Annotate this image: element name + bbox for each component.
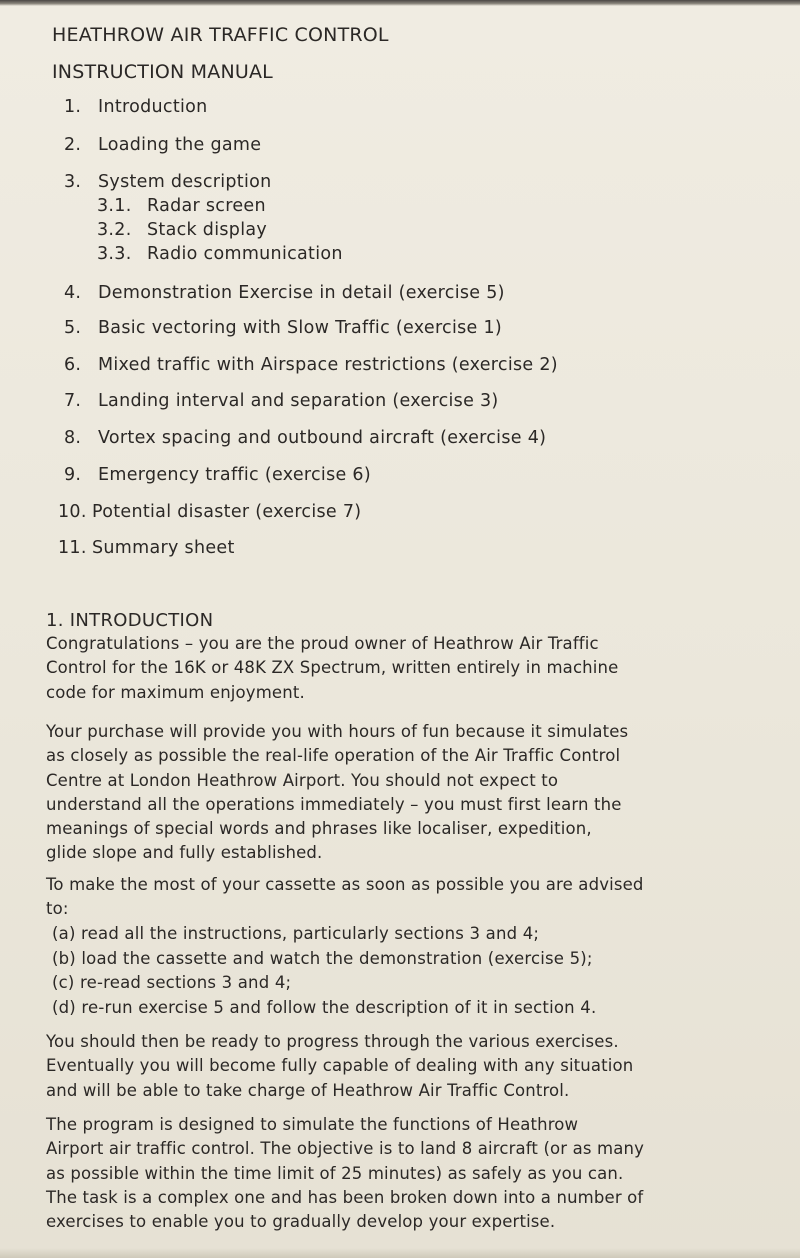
text-line: as closely as possible the real-life operation of the Air Traffic Control xyxy=(46,746,621,766)
toc-number: 1. xyxy=(64,97,82,117)
text-line: code for maximum enjoyment. xyxy=(46,682,305,702)
text-line: to: xyxy=(46,899,69,919)
top-border xyxy=(0,0,800,6)
text-line: Control for the 16K or 48K ZX Spectrum, written entirely in machine xyxy=(46,658,619,678)
intro-paragraph-3 xyxy=(46,873,706,922)
bottom-edge xyxy=(0,1248,800,1258)
instruction-steps-list xyxy=(52,922,702,1020)
text-line: Eventually you will become fully capable of dealing with any situation xyxy=(46,1056,634,1076)
text-line: Airport air traffic control. The objective is to land 8 aircraft (or as many xyxy=(46,1139,645,1159)
toc-label: Radar screen xyxy=(147,196,266,216)
manual-title: HEATHROW AIR TRAFFIC CONTROL xyxy=(52,24,389,46)
text-line: To make the most of your cassette as soon as possible you are advised xyxy=(46,875,644,894)
toc-label: Radio communication xyxy=(147,244,343,264)
toc-number: 2. xyxy=(64,135,82,155)
toc-label: Emergency traffic (exercise 6) xyxy=(98,465,371,485)
toc-number: 8. xyxy=(64,428,82,448)
toc-label: Summary sheet xyxy=(92,538,235,558)
toc-label: Basic vectoring with Slow Traffic (exercise 1) xyxy=(98,318,503,338)
toc-number: 3.2. xyxy=(97,220,132,240)
toc-label: Introduction xyxy=(98,97,208,117)
intro-paragraph-1 xyxy=(46,632,706,705)
text-line: and will be able to take charge of Heathrow Air Traffic Control. xyxy=(46,1080,570,1100)
toc-number: 3.1. xyxy=(97,196,132,216)
list-item: (c) re-read sections 3 and 4; xyxy=(52,973,292,992)
toc-number: 5. xyxy=(64,318,82,338)
list-item: (d) re-run exercise 5 and follow the description of it in section 4. xyxy=(52,997,597,1017)
toc-number: 10. xyxy=(58,502,87,522)
intro-paragraph-4 xyxy=(46,1030,706,1103)
text-line: glide slope and fully established. xyxy=(46,843,323,863)
toc-label: Loading the game xyxy=(98,135,262,155)
text-line: The program is designed to simulate the functions of Heathrow xyxy=(46,1115,579,1134)
text-line: The task is a complex one and has been broken down into a number of xyxy=(46,1187,644,1207)
toc-label: Stack display xyxy=(147,220,268,240)
toc-label: Mixed traffic with Airspace restrictions (exercise 2) xyxy=(98,355,558,375)
text-line: exercises to enable you to gradually develop your expertise. xyxy=(46,1212,556,1232)
toc-label: Demonstration Exercise in detail (exercise 5) xyxy=(98,283,505,303)
text-line: understand all the operations immediately – you must first learn the xyxy=(46,794,622,814)
text-line: Congratulations – you are the proud owner of Heathrow Air Traffic xyxy=(46,634,599,653)
intro-paragraph-5 xyxy=(46,1113,706,1234)
text-line: meanings of special words and phrases like localiser, expedition, xyxy=(46,819,592,839)
toc-label: System description xyxy=(98,172,272,192)
toc-number: 6. xyxy=(64,355,82,375)
toc-label: Landing interval and separation (exercise 3) xyxy=(98,391,499,411)
list-item: (b) load the cassette and watch the demonstration (exercise 5); xyxy=(52,948,593,968)
manual-subtitle: INSTRUCTION MANUAL xyxy=(52,61,273,83)
section-heading-introduction: 1. INTRODUCTION xyxy=(46,610,214,631)
text-line: Your purchase will provide you with hours of fun because it simulates xyxy=(46,722,629,741)
toc-label: Vortex spacing and outbound aircraft (exercise 4) xyxy=(98,428,547,448)
text-line: You should then be ready to progress through the various exercises. xyxy=(46,1032,619,1051)
toc-label: Potential disaster (exercise 7) xyxy=(92,502,362,522)
toc-number: 3.3. xyxy=(97,244,132,264)
list-item: (a) read all the instructions, particularly sections 3 and 4; xyxy=(52,924,540,943)
toc-number: 9. xyxy=(64,465,82,485)
text-line: as possible within the time limit of 25 minutes) as safely as you can. xyxy=(46,1163,624,1183)
toc-number: 4. xyxy=(64,283,82,303)
toc-number: 11. xyxy=(58,538,87,558)
toc-number: 7. xyxy=(64,391,82,411)
intro-paragraph-2 xyxy=(46,720,706,866)
toc-number: 3. xyxy=(64,172,82,192)
text-line: Centre at London Heathrow Airport. You should not expect to xyxy=(46,770,559,790)
